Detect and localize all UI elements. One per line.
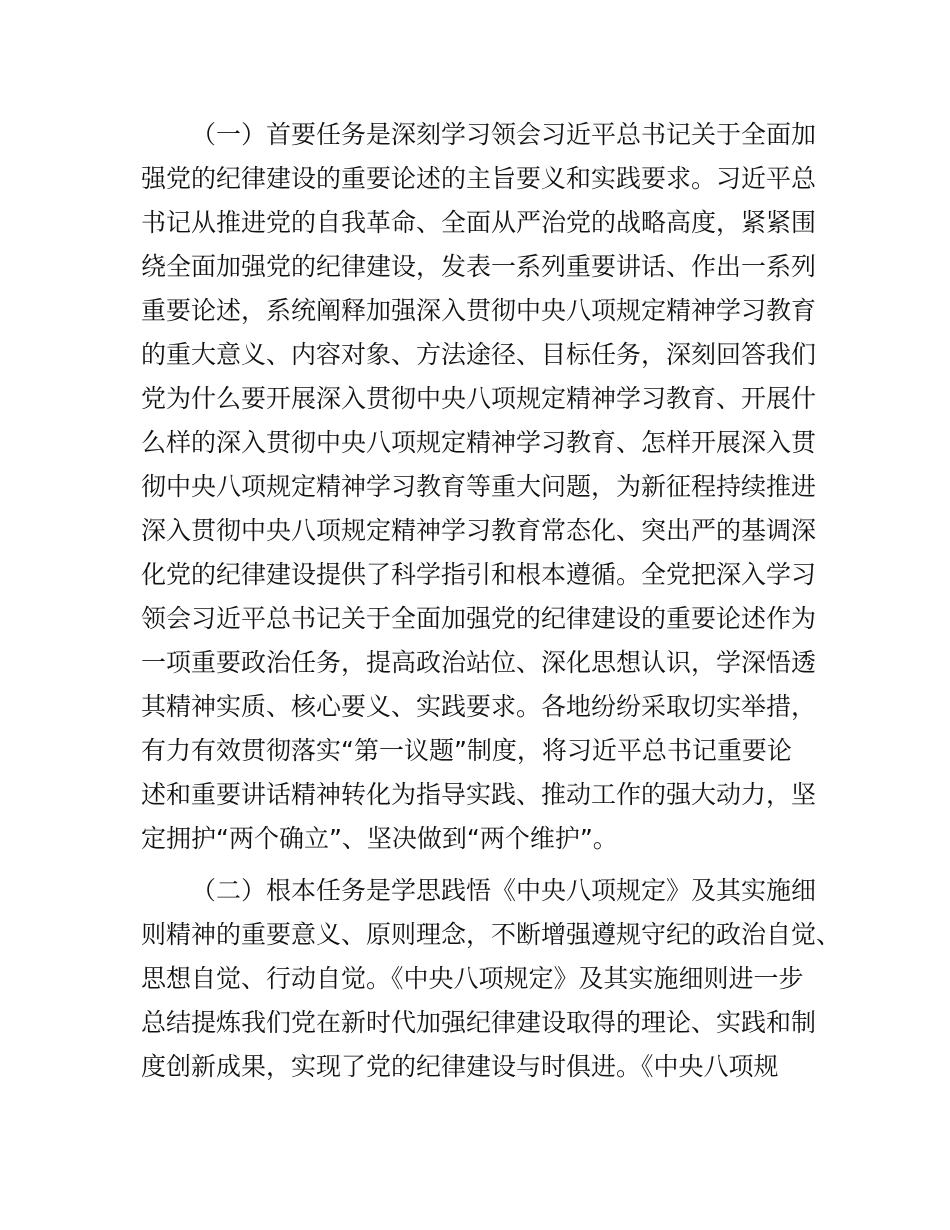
paragraph-line: 有力有效贯彻落实“第一议题”制度，将习近平总书记重要论 [141, 736, 792, 765]
document-body [141, 113, 842, 1089]
paragraph-line: 深入贯彻中央八项规定精神学习教育常态化、突出严的基调深 [141, 516, 817, 545]
paragraph-line: （二）根本任务是学思践悟《中央八项规定》及其实施细 [191, 876, 817, 905]
paragraph-line: 党为什么要开展深入贯彻中央八项规定精神学习教育、开展什 [141, 384, 817, 413]
paragraph-line: 领会习近平总书记关于全面加强党的纪律建设的重要论述作为 [141, 604, 817, 633]
paragraph-line: 么样的深入贯彻中央八项规定精神学习教育、怎样开展深入贯 [141, 428, 817, 457]
paragraph-line: 书记从推进党的自我革命、全面从严治党的战略高度，紧紧围 [141, 208, 817, 237]
paragraph-line: 一项重要政治任务，提高政治站位、深化思想认识，学深悟透 [141, 648, 817, 677]
paragraph-line: 总结提炼我们党在新时代加强纪律建设取得的理论、实践和制 [141, 1008, 817, 1037]
paragraph-line: 则精神的重要意义、原则理念，不断增强遵规守纪的政治自觉、 [141, 920, 842, 949]
paragraph-line: 绕全面加强党的纪律建设，发表一系列重要讲话、作出一系列 [141, 252, 817, 281]
paragraph-line: 化党的纪律建设提供了科学指引和根本遵循。全党把深入学习 [141, 560, 817, 589]
paragraph-line: 强党的纪律建设的重要论述的主旨要义和实践要求。习近平总 [141, 164, 817, 193]
paragraph-line: 述和重要讲话精神转化为指导实践、推动工作的强大动力，坚 [141, 780, 817, 809]
paragraph-spacer [141, 861, 813, 869]
paragraph-line: 思想自觉、行动自觉。《中央八项规定》及其实施细则进一步 [141, 964, 804, 993]
paragraph-line: 其精神实质、核心要义、实践要求。各地纷纷采取切实举措， [141, 692, 817, 721]
paragraph-line: 重要论述，系统阐释加强深入贯彻中央八项规定精神学习教育 [141, 296, 817, 325]
paragraph-2 [141, 869, 842, 1089]
paragraph-line: 彻中央八项规定精神学习教育等重大问题，为新征程持续推进 [141, 472, 817, 501]
paragraph-line: （一）首要任务是深刻学习领会习近平总书记关于全面加 [191, 120, 817, 149]
paragraph-line: 的重大意义、内容对象、方法途径、目标任务，深刻回答我们 [141, 340, 817, 369]
paragraph-line: 定拥护“两个确立”、坚决做到“两个维护”。 [141, 824, 618, 853]
paragraph-line: 度创新成果，实现了党的纪律建设与时俱进。《中央八项规 [141, 1052, 779, 1081]
paragraph-1 [141, 113, 817, 861]
